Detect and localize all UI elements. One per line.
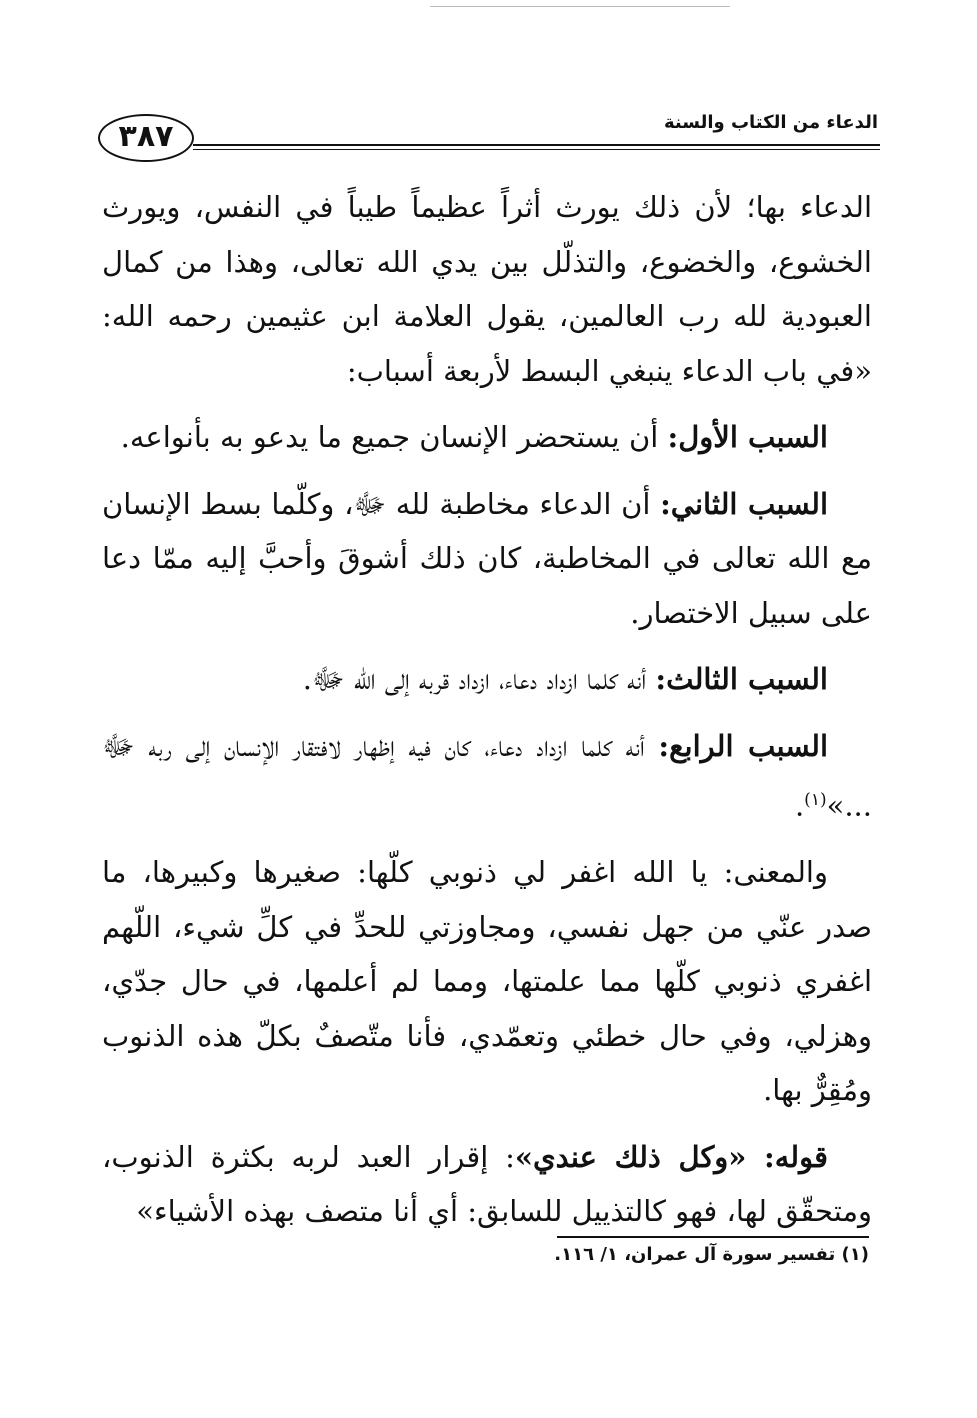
- reason-4-label: السبب الرابع:: [658, 728, 829, 763]
- footnote: (١) تفسير سورة آل عمران، ١/ ١١٦.: [554, 1244, 869, 1265]
- page-header: [98, 108, 880, 168]
- reason-2-text: أن الدعاء مخاطبة لله ﷻ، وكلّما بسط الإنسان مع الله تعالى في المخاطبة، كان ذلك أشوقَ وأحبَّ إليه ممّا دعا على سبيل الاختصار.: [102, 486, 872, 630]
- footnote-reference: (١): [804, 790, 827, 810]
- reason-1-text: أن يستحضر الإنسان جميع ما يدعو به بأنواعه.: [120, 420, 668, 454]
- paragraph-reason-1: [102, 410, 872, 465]
- header-rule: [193, 144, 880, 146]
- paragraph-meaning: والمعنى: يا الله اغفر لي ذنوبي كلّها: صغيرها وكبيرها، ما صدر عنّي من جهل نفسي، ومجاوزتي للحدِّ في كلِّ شيء، اللّهم اغفري ذنوبي كلّها مما علمتها، ومما لم أعلمها، في حال جدّي، وهزلي، وفي حال خطئي وتعمّدي، فأنا متّصفٌ بكلّ هذه الذنوب ومُقِرٌّ بها.: [102, 855, 872, 1108]
- reason-3-label: السبب الثالث:: [655, 662, 828, 696]
- reason-4-end: .: [794, 788, 805, 823]
- qawluhu-text: : إقرار العبد لربه بكثرة الذنوب، ومتحقّق لها، فهو كالتذييل للسابق: أي أنا متصف بهذه الأشياء»: [102, 1139, 872, 1229]
- qawluhu-label: قوله: «وكل ذلك عندي»: [514, 1139, 828, 1174]
- reason-4-text: أنه كلما ازداد دعاء، كان فيه إظهار لافتقار الإنسان إلى ربه ﷻ ...»: [102, 728, 872, 823]
- footnote-separator: [557, 1236, 869, 1238]
- paragraph-reason-2: [102, 477, 872, 641]
- running-head-title: الدعاء من الكتاب والسنة: [663, 112, 878, 133]
- top-edge-rule: [430, 6, 730, 7]
- paragraph-reason-4: [102, 719, 872, 834]
- reason-2-label: السبب الثاني:: [660, 486, 828, 521]
- header-rule-thin: [193, 149, 880, 150]
- page-number-oval: ٣٨٧: [98, 114, 194, 162]
- reason-1-label: السبب الأول:: [667, 420, 828, 454]
- paragraph-qawluhu: [102, 1130, 872, 1239]
- reason-3-text: أنه كلما ازداد دعاء، ازداد قربه إلى الله ﷻ.: [302, 662, 656, 696]
- paragraph-reason-3: [102, 652, 872, 707]
- main-text: [102, 180, 872, 1251]
- paragraph-intro: الدعاء بها؛ لأن ذلك يورث أثراً عظيماً طيباً في النفس، ويورث الخشوع، والخضوع، والتذلّل بين يدي الله تعالى، وهذا من كمال العبودية لله رب العالمين، يقول العلامة ابن عثيمين رحمه الله: «في باب الدعاء ينبغي البسط لأربعة أسباب:: [102, 190, 872, 388]
